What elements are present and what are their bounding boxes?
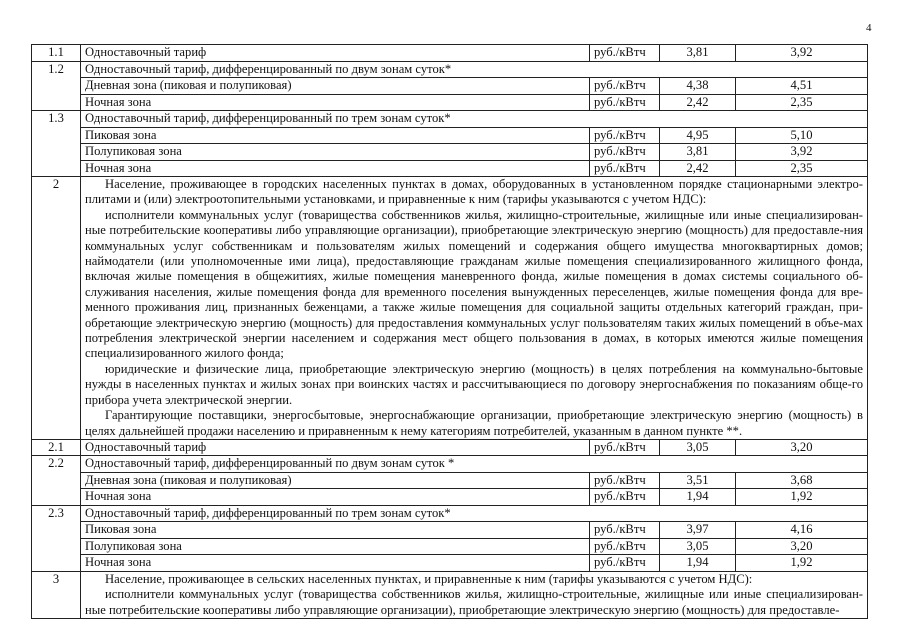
unit-cell: руб./кВтч	[590, 555, 660, 572]
tariff-label: Одноставочный тариф	[81, 439, 590, 456]
unit-cell: руб./кВтч	[590, 45, 660, 62]
value-second-half: 3,20	[736, 538, 868, 555]
row-number: 2.2	[32, 456, 81, 506]
table-row	[32, 456, 868, 473]
table-row	[32, 78, 868, 95]
tariff-table	[31, 44, 868, 619]
table-row	[32, 472, 868, 489]
unit-cell: руб./кВтч	[590, 127, 660, 144]
tariff-label: Одноставочный тариф, дифференцированный по двум зонам суток*	[81, 61, 868, 78]
zone-label: Дневная зона (пиковая и полупиковая)	[81, 78, 590, 95]
description-paragraph: исполнители коммунальных услуг (товарищества собственников жилья, жилищно-строительные, жилищные или иные специализирован-ные потребительские кооперативы либо управляющие организации), приобретающие электрическую энергию (мощность) для предоставле-	[85, 587, 863, 617]
zone-label: Ночная зона	[81, 160, 590, 177]
zone-label: Ночная зона	[81, 555, 590, 572]
value-first-half: 3,81	[660, 144, 736, 161]
unit-cell: руб./кВтч	[590, 144, 660, 161]
table-row	[32, 555, 868, 572]
tariff-label: Одноставочный тариф, дифференцированный по трем зонам суток*	[81, 111, 868, 128]
value-second-half: 3,68	[736, 472, 868, 489]
category-description	[81, 571, 868, 618]
unit-cell: руб./кВтч	[590, 472, 660, 489]
value-first-half: 4,95	[660, 127, 736, 144]
table-row	[32, 505, 868, 522]
table-row	[32, 127, 868, 144]
value-second-half: 5,10	[736, 127, 868, 144]
value-second-half: 2,35	[736, 160, 868, 177]
value-second-half: 4,51	[736, 78, 868, 95]
value-first-half: 3,05	[660, 538, 736, 555]
tariff-label: Одноставочный тариф, дифференцированный по двум зонам суток *	[81, 456, 868, 473]
zone-label: Дневная зона (пиковая и полупиковая)	[81, 472, 590, 489]
description-paragraph: Гарантирующие поставщики, энергосбытовые, энергоснабжающие организации, приобретающие электрическую энергию (мощность) в целях дальнейшей продажи населению и приравненным к нему категориям потребителей, указанным в данном пункте **.	[85, 408, 863, 438]
row-number: 1.1	[32, 45, 81, 62]
table-row	[32, 61, 868, 78]
zone-label: Пиковая зона	[81, 522, 590, 539]
table-row	[32, 571, 868, 618]
value-first-half: 1,94	[660, 555, 736, 572]
value-first-half: 1,94	[660, 489, 736, 506]
table-row	[32, 177, 868, 440]
value-first-half: 3,81	[660, 45, 736, 62]
zone-label: Ночная зона	[81, 489, 590, 506]
unit-cell: руб./кВтч	[590, 489, 660, 506]
value-second-half: 3,92	[736, 144, 868, 161]
value-second-half: 2,35	[736, 94, 868, 111]
zone-label: Пиковая зона	[81, 127, 590, 144]
category-description	[81, 177, 868, 440]
table-row	[32, 522, 868, 539]
description-paragraph: юридические и физические лица, приобретающие электрическую энергию (мощность) в целях потребления на коммунально-бытовые нужды в населенных пунктах и жилых зонах при воинских частях и рассчитывающиеся по договору энергоснабжения по показаниям обще-го прибора учета электрической энергии.	[85, 361, 863, 407]
value-first-half: 3,05	[660, 439, 736, 456]
description-paragraph: Население, проживающее в сельских населенных пунктах, и приравненные к ним (тарифы указываются с учетом НДС):	[105, 571, 753, 586]
description-paragraph: исполнители коммунальных услуг (товарищества собственников жилья, жилищно-строительные, жилищные или иные специализирован-ные потребительские кооперативы либо управляющие организации), приобретающие электрическую энергию (мощность) для предоставле-ния коммунальных услуг собственникам и пользователям жилых помещений и содержания общего имущества многоквартирных домов; наймодатели (или уполномоченные ими лица), предоставляющие гражданам жилые помещения специализированного жилищного фонда, включая жилые помещения в общежитиях, жилые помещения маневренного фонда, жилые помещения в домах системы социального об-служивания населения, жилые помещения фонда для временного поселения вынужденных переселенцев, жилые помещения фонда для вре-менного проживания лиц, признанных беженцами, а также жилые помещения для социальной защиты отдельных категорий граждан, при-обретающие электрическую энергию (мощность) для предоставления коммунальных услуг пользователям таких жилых помещений в объе-мах потребления электрической энергии населением и содержания мест общего пользования в домах, в которых имеются жилые помещения специализированного жилого фонда;	[85, 207, 863, 361]
value-first-half: 3,97	[660, 522, 736, 539]
unit-cell: руб./кВтч	[590, 78, 660, 95]
page-number: 4	[866, 22, 872, 34]
value-first-half: 4,38	[660, 78, 736, 95]
table-row	[32, 144, 868, 161]
value-second-half: 3,20	[736, 439, 868, 456]
table-row	[32, 45, 868, 62]
unit-cell: руб./кВтч	[590, 439, 660, 456]
row-number: 2.1	[32, 439, 81, 456]
unit-cell: руб./кВтч	[590, 522, 660, 539]
table-row	[32, 489, 868, 506]
row-number: 1.3	[32, 111, 81, 177]
value-first-half: 2,42	[660, 94, 736, 111]
zone-label: Ночная зона	[81, 94, 590, 111]
table-row	[32, 160, 868, 177]
unit-cell: руб./кВтч	[590, 538, 660, 555]
value-second-half: 1,92	[736, 489, 868, 506]
row-number: 2.3	[32, 505, 81, 571]
unit-cell: руб./кВтч	[590, 160, 660, 177]
table-row	[32, 439, 868, 456]
value-second-half: 1,92	[736, 555, 868, 572]
zone-label: Полупиковая зона	[81, 538, 590, 555]
tariff-label: Одноставочный тариф	[81, 45, 590, 62]
value-second-half: 4,16	[736, 522, 868, 539]
table-row	[32, 94, 868, 111]
unit-cell: руб./кВтч	[590, 94, 660, 111]
value-first-half: 3,51	[660, 472, 736, 489]
zone-label: Полупиковая зона	[81, 144, 590, 161]
table-row	[32, 538, 868, 555]
row-number: 2	[32, 177, 81, 440]
value-second-half: 3,92	[736, 45, 868, 62]
value-first-half: 2,42	[660, 160, 736, 177]
table-row	[32, 111, 868, 128]
row-number: 1.2	[32, 61, 81, 111]
description-paragraph: Население, проживающее в городских населенных пунктах в домах, оборудованных в установленном порядке стационарными электро-плитами и (или) электроотопительными установками, и приравненные к ним (тарифы указываются с учетом НДС):	[85, 177, 863, 207]
tariff-label: Одноставочный тариф, дифференцированный по трем зонам суток*	[81, 505, 868, 522]
row-number: 3	[32, 571, 81, 618]
